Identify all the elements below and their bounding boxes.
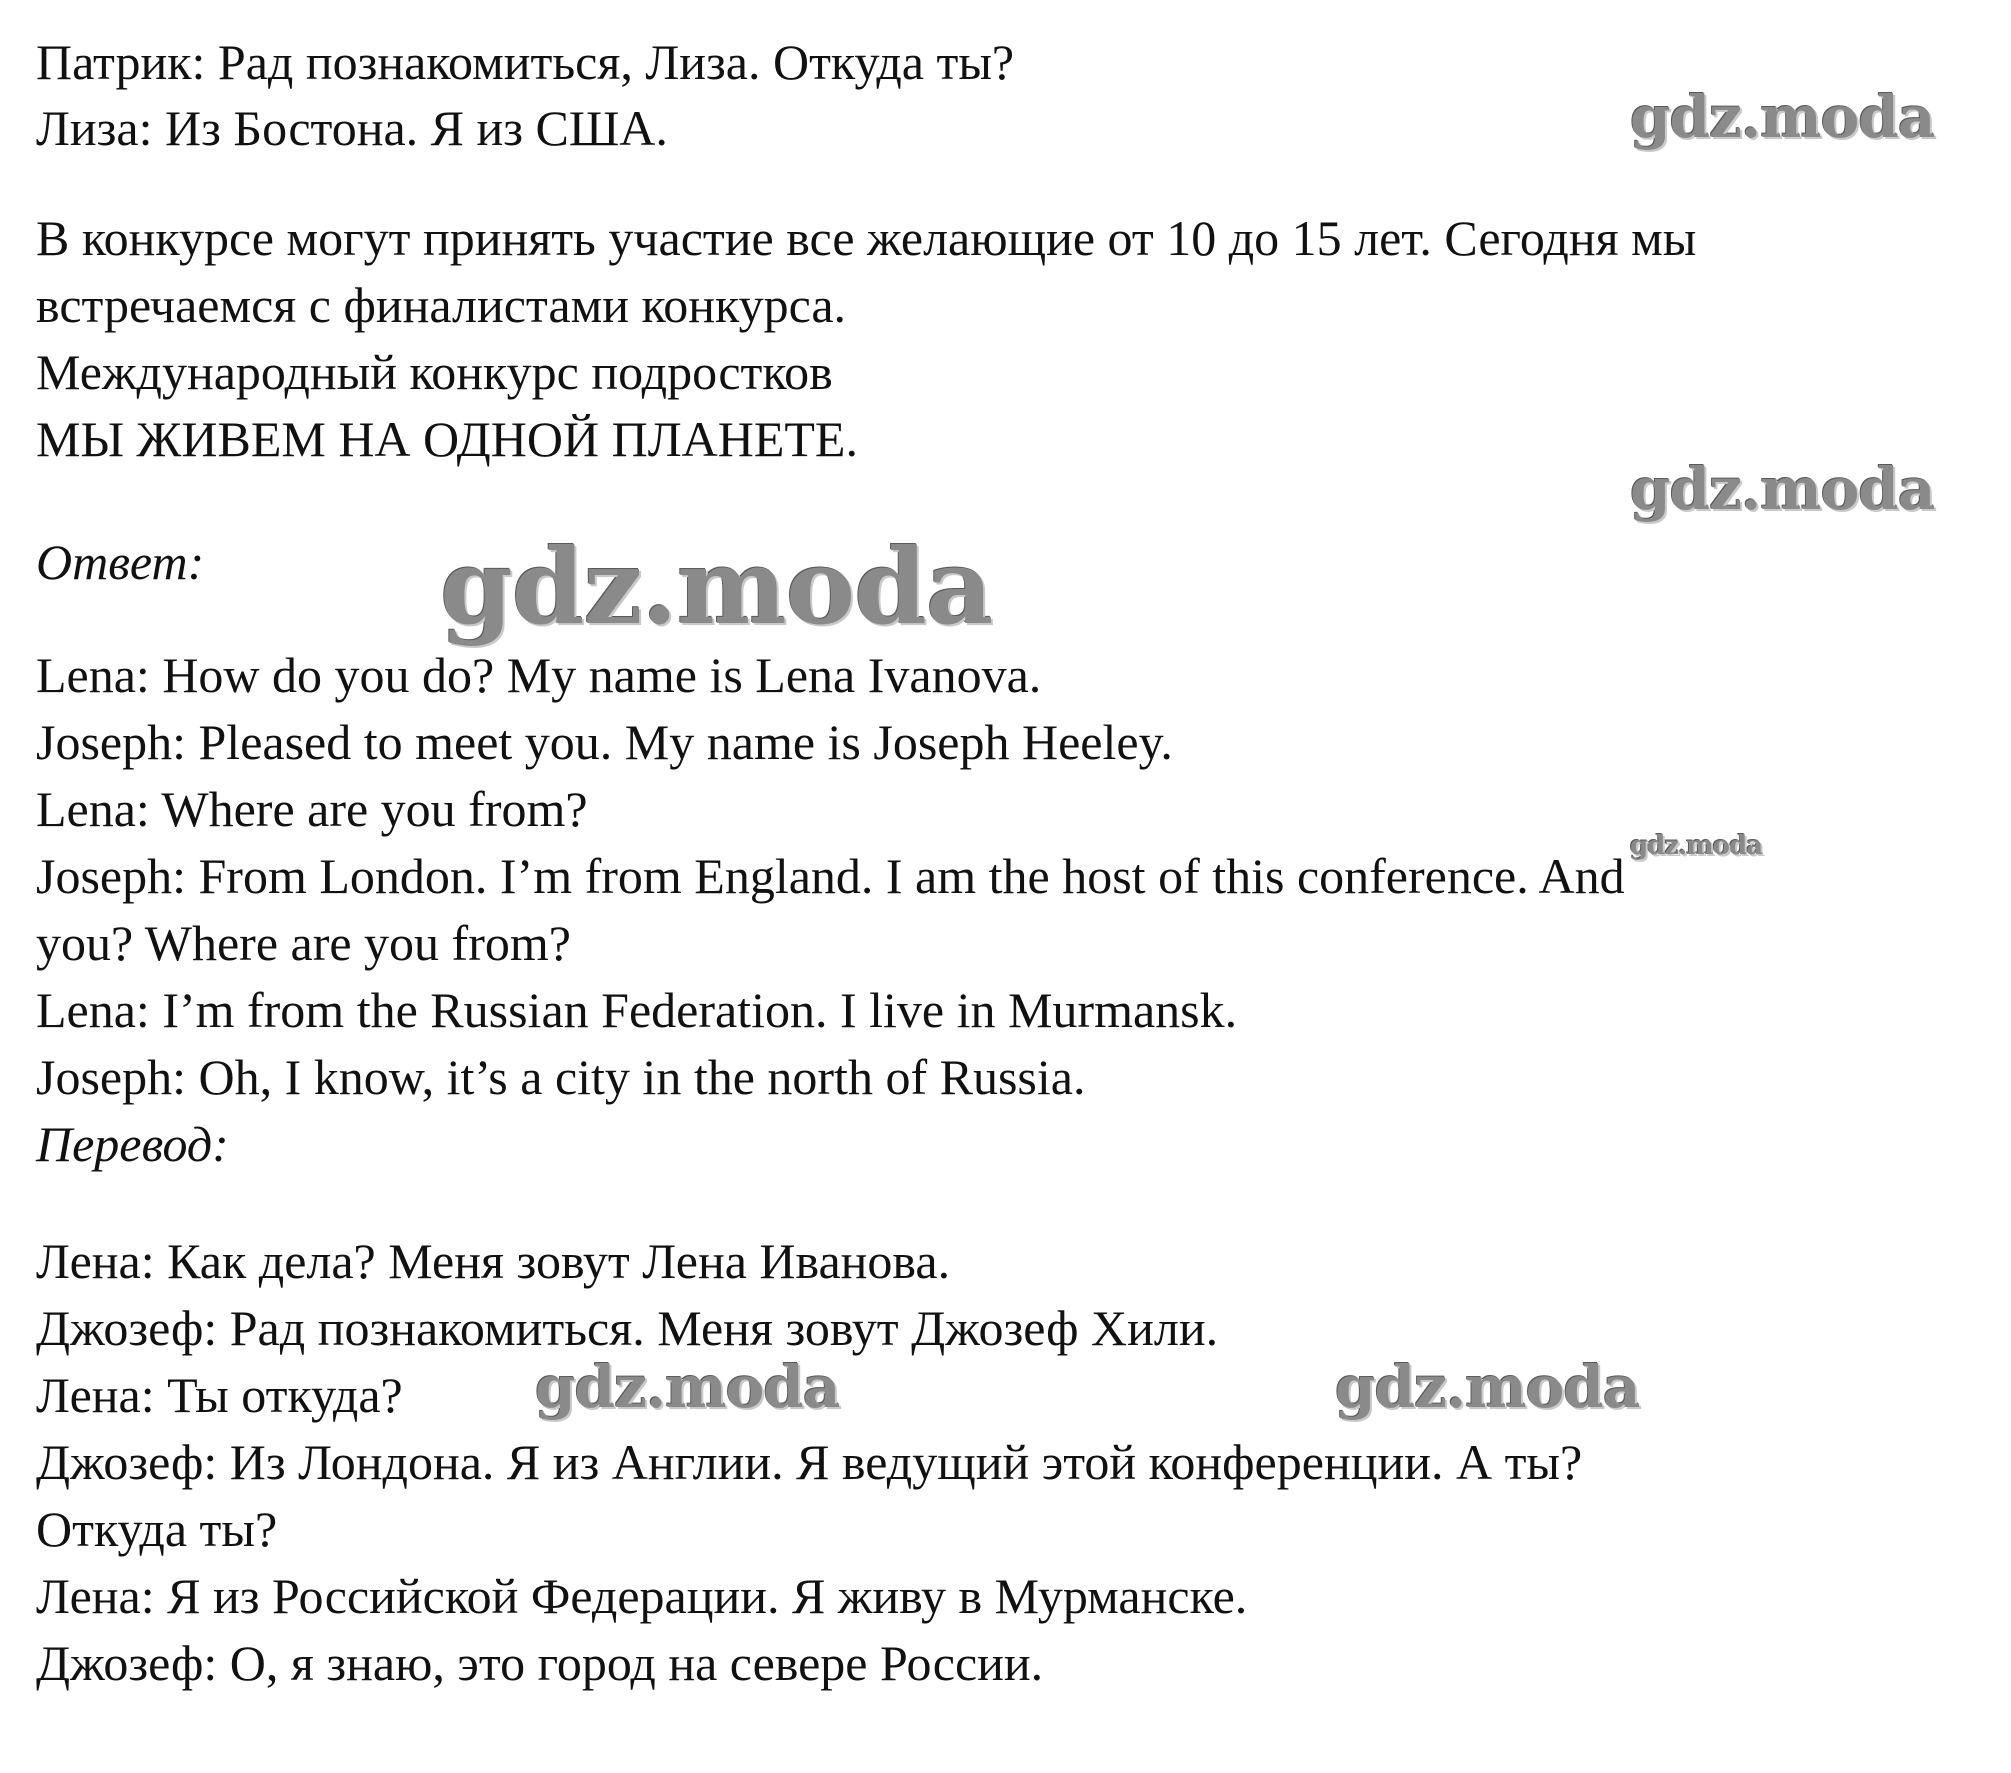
translation-line: Лена: Как дела? Меня зовут Лена Иванова.: [36, 1233, 951, 1289]
answer-line: Lena: Where are you from?: [36, 781, 588, 837]
answer-heading: Ответ:: [36, 534, 205, 590]
answer-line: you? Where are you from?: [36, 915, 571, 971]
answer-line: Lena: I’m from the Russian Federation. I live in Murmansk.: [36, 982, 1238, 1038]
contest-line: Международный конкурс подростков: [36, 344, 833, 400]
contest-line: В конкурсе могут принять участие все желающие от 10 до 15 лет. Сегодня мы: [36, 210, 1697, 266]
translation-line: Джозеф: О, я знаю, это город на севере России.: [36, 1635, 1044, 1691]
intro-line: Патрик: Рад познакомиться, Лиза. Откуда ты?: [36, 34, 1015, 90]
translation-heading: Перевод:: [36, 1116, 229, 1172]
contest-line: встречаемся с финалистами конкурса.: [36, 277, 847, 333]
answer-line: Joseph: From London. I’m from England. I am the host of this conference. And: [36, 848, 1625, 904]
watermark: gdz.moda: [1335, 1353, 1640, 1421]
watermark: gdz.moda: [535, 1353, 840, 1421]
watermark: gdz.moda: [1630, 831, 1763, 861]
translation-line: Лена: Я из Российской Федерации. Я живу в Мурманске.: [36, 1568, 1248, 1624]
watermark: gdz.moda: [1630, 83, 1935, 151]
translation-line: Откуда ты?: [36, 1501, 278, 1557]
watermark: gdz.moda: [1630, 455, 1935, 523]
answer-line: Lena: How do you do? My name is Lena Ivanova.: [36, 647, 1042, 703]
answer-line: Joseph: Oh, I know, it’s a city in the north of Russia.: [36, 1049, 1086, 1105]
answer-line: Joseph: Pleased to meet you. My name is Joseph Heeley.: [36, 714, 1173, 770]
translation-line: Джозеф: Рад познакомиться. Меня зовут Джозеф Хили.: [36, 1300, 1219, 1356]
translation-line: Джозеф: Из Лондона. Я из Англии. Я ведущий этой конференции. А ты?: [36, 1434, 1583, 1490]
contest-line: МЫ ЖИВЕМ НА ОДНОЙ ПЛАНЕТЕ.: [36, 411, 858, 467]
intro-line: Лиза: Из Бостона. Я из США.: [36, 100, 668, 156]
translation-line: Лена: Ты откуда?: [36, 1367, 403, 1423]
watermark: gdz.moda: [440, 525, 993, 648]
